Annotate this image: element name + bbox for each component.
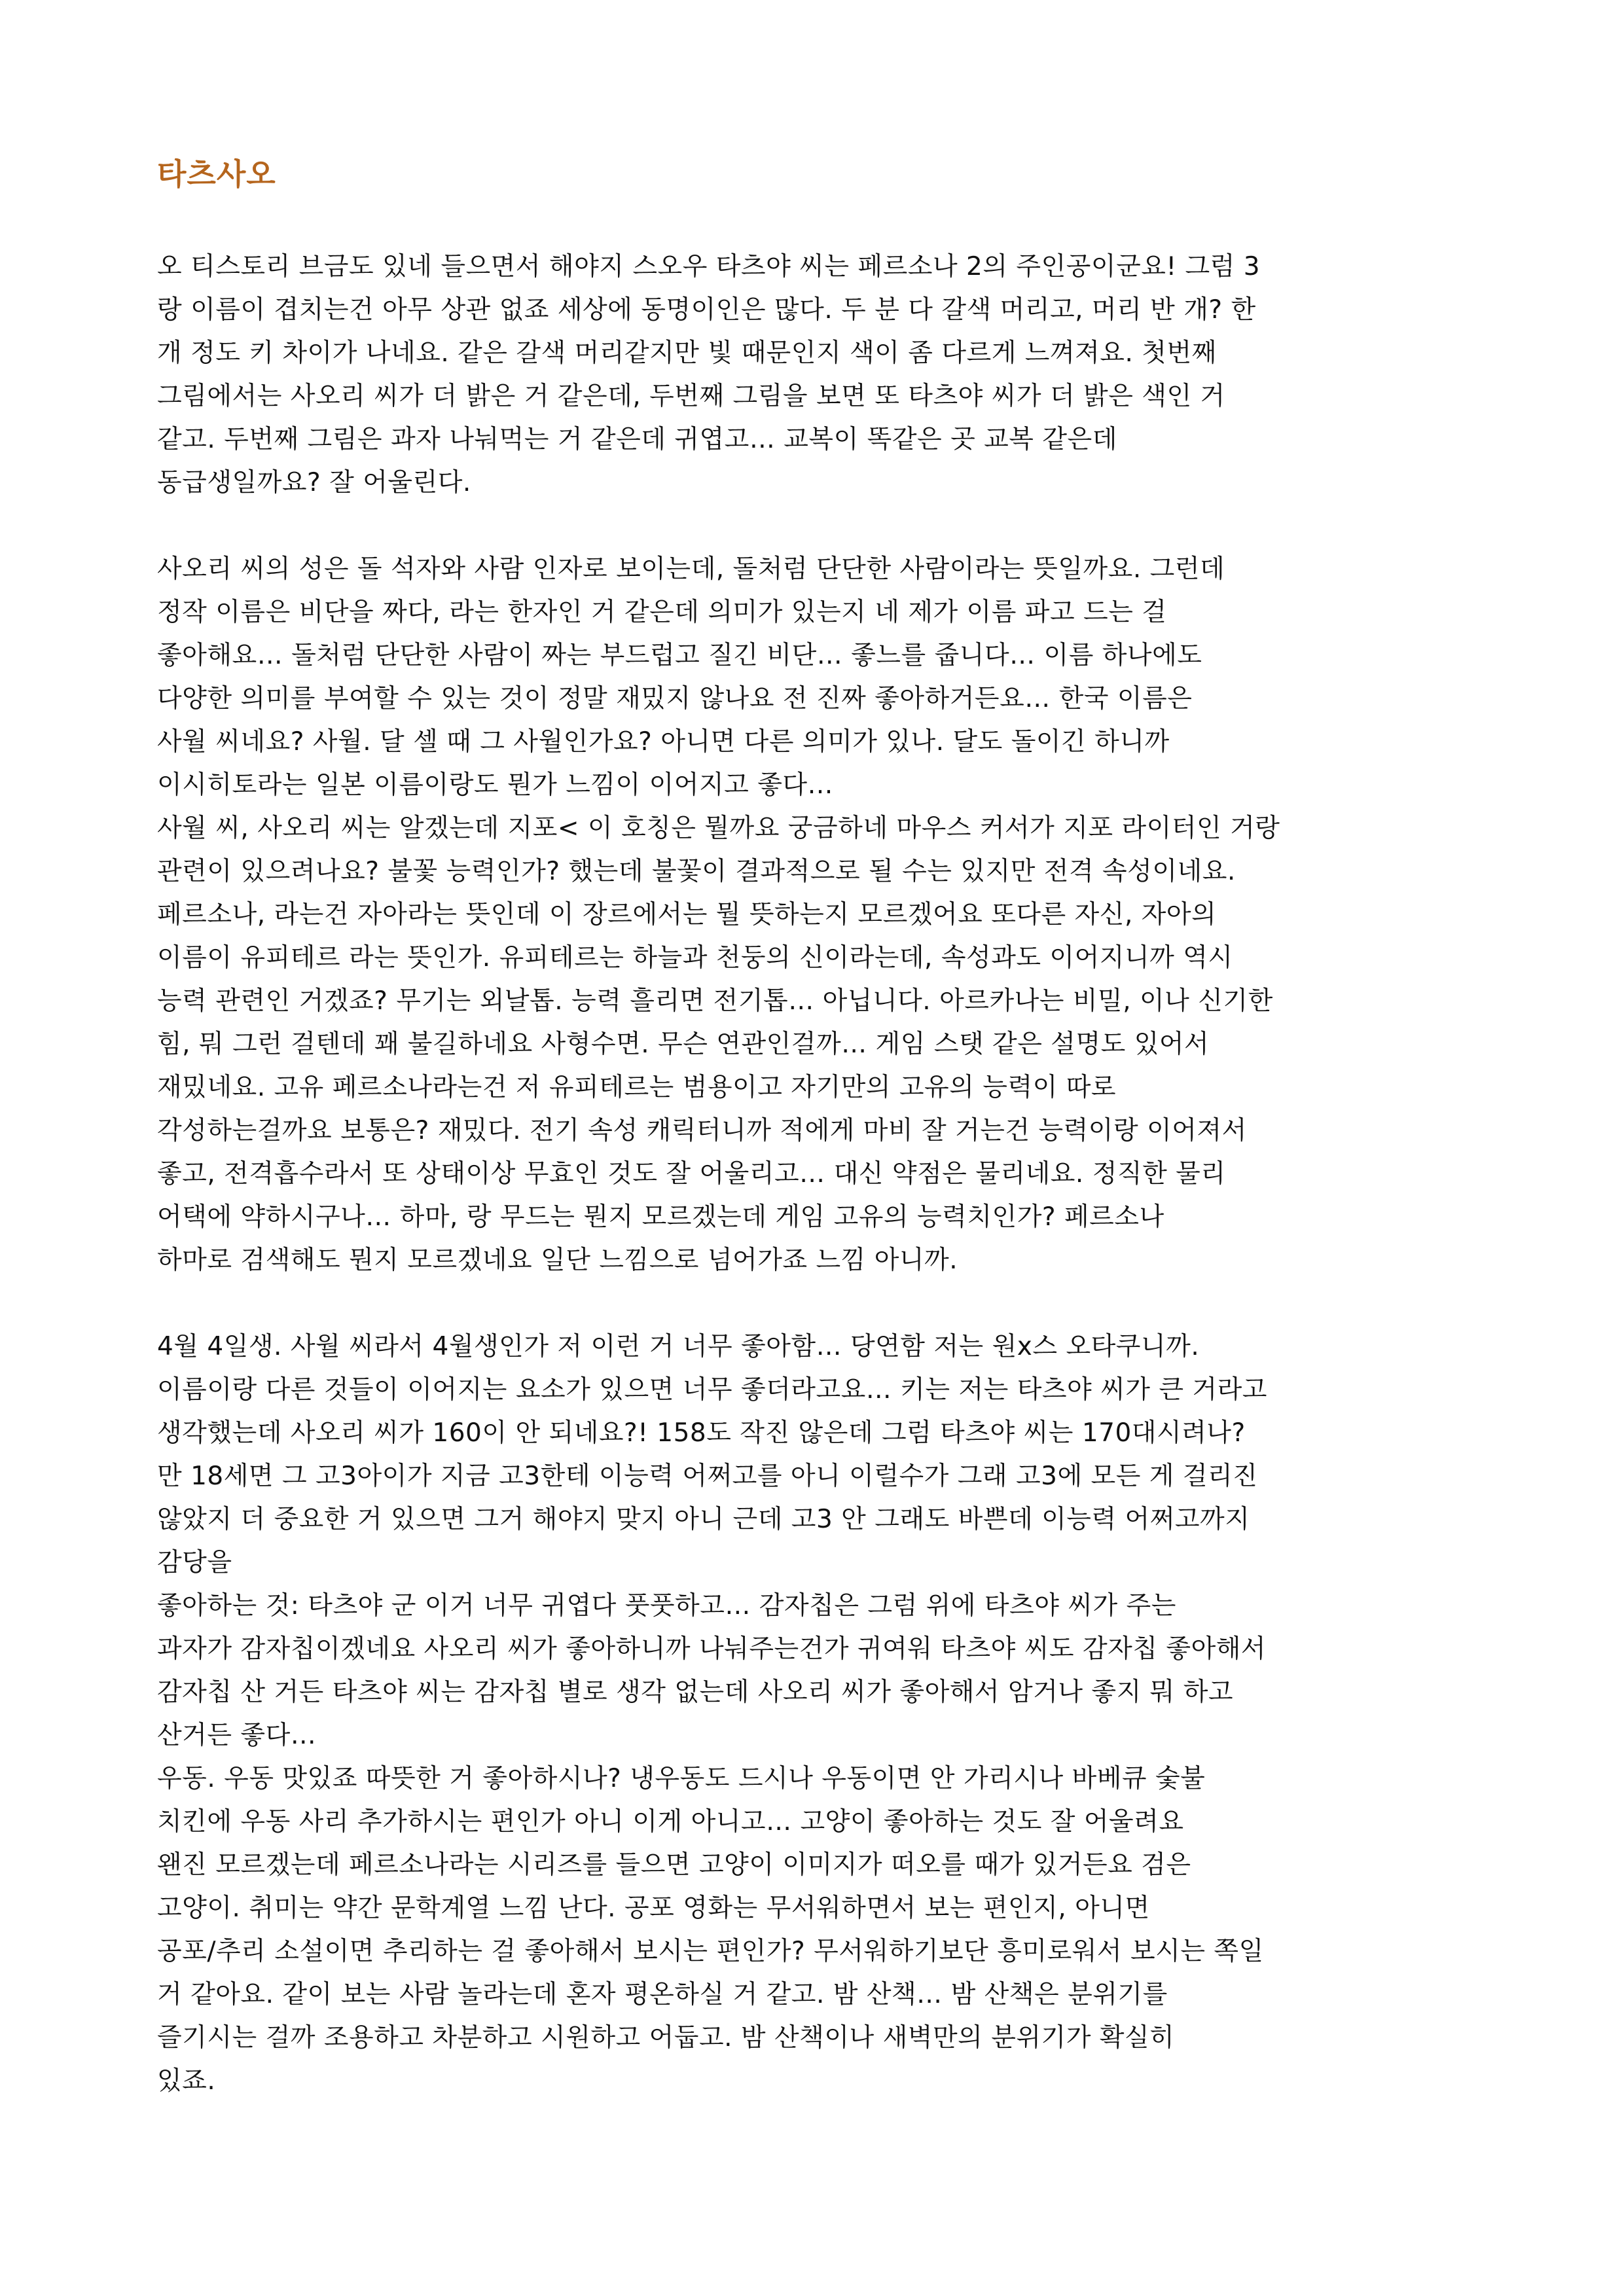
text-line: 하마로 검색해도 뭔지 모르겠네요 일단 느낌으로 넘어가죠 느낌 아니까. bbox=[157, 1246, 958, 1275]
text-line: 즐기시는 걸까 조용하고 차분하고 시원하고 어둡고. 밤 산책이나 새벽만의 분위기가 확실히 bbox=[157, 2023, 1175, 2053]
text-line: 그림에서는 사오리 씨가 더 밝은 거 같은데, 두번째 그림을 보면 또 타츠야 씨가 더 밝은 색인 거 bbox=[157, 382, 1225, 411]
document-body bbox=[157, 245, 1479, 2103]
text-line: 좋아하는 것: 타츠야 군 이거 너무 귀엽다 풋풋하고… 감자칩은 그럼 위에 타츠야 씨가 주는 bbox=[157, 1591, 1176, 1621]
text-line: 이름이 유피테르 라는 뜻인가. 유피테르는 하늘과 천둥의 신이라는데, 속성과도 이어지니까 역시 bbox=[157, 943, 1233, 973]
text-line: 좋고, 전격흡수라서 또 상태이상 무효인 것도 잘 어울리고… 대신 약점은 물리네요. 정직한 물리 bbox=[157, 1159, 1226, 1189]
text-line: 이시히토라는 일본 이름이랑도 뭔가 느낌이 이어지고 좋다… bbox=[157, 770, 834, 800]
text-line: 있죠. bbox=[157, 2066, 216, 2096]
text-line: 관련이 있으려나요? 불꽃 능력인가? 했는데 불꽃이 결과적으로 될 수는 있지만 전격 속성이네요. bbox=[157, 857, 1236, 886]
text-line: 만 18세면 그 고3아이가 지금 고3한테 이능력 어쩌고를 아니 이럴수가 그래 고3에 모든 게 걸리진 bbox=[157, 1462, 1258, 1491]
text-line: 재밌네요. 고유 페르소나라는건 저 유피테르는 범용이고 자기만의 고유의 능력이 따로 bbox=[157, 1073, 1117, 1102]
text-line: 개 정도 키 차이가 나네요. 같은 갈색 머리같지만 빛 때문인지 색이 좀 다르게 느껴져요. 첫번째 bbox=[157, 338, 1217, 368]
text-line: 이름이랑 다른 것들이 이어지는 요소가 있으면 너무 좋더라고요… 키는 저는 타츠야 씨가 큰 거라고 bbox=[157, 1375, 1267, 1405]
text-line: 힘, 뭐 그런 걸텐데 꽤 불길하네요 사형수면. 무슨 연관인걸까… 게임 스탯 같은 설명도 있어서 bbox=[157, 1030, 1210, 1059]
text-line: 감당을 bbox=[157, 1548, 232, 1577]
text-line: 각성하는걸까요 보통은? 재밌다. 전기 속성 캐릭터니까 적에게 마비 잘 거는건 능력이랑 이어져서 bbox=[157, 1116, 1247, 1145]
text-line: 같고. 두번째 그림은 과자 나눠먹는 거 같은데 귀엽고… 교복이 똑같은 곳 교복 같은데 bbox=[157, 425, 1117, 454]
text-line: 사월 씨네요? 사월. 달 셀 때 그 사월인가요? 아니면 다른 의미가 있나. 달도 돌이긴 하니까 bbox=[157, 727, 1170, 757]
text-line: 고양이. 취미는 약간 문학계열 느낌 난다. 공포 영화는 무서워하면서 보는 편인지, 아니면 bbox=[157, 1893, 1150, 1923]
text-line: 어택에 약하시구나… 하마, 랑 무드는 뭔지 모르겠는데 게임 고유의 능력치인가? 페르소나 bbox=[157, 1202, 1164, 1232]
text-line: 오 티스토리 브금도 있네 들으면서 해야지 스오우 타츠야 씨는 페르소나 2의 주인공이군요! 그럼 3 bbox=[157, 252, 1261, 281]
text-line: 거 같아요. 같이 보는 사람 놀라는데 혼자 평온하실 거 같고. 밤 산책… 밤 산책은 분위기를 bbox=[157, 1980, 1168, 2009]
document-page bbox=[157, 0, 1479, 2296]
paragraph bbox=[157, 548, 1479, 1282]
text-line: 정작 이름은 비단을 짜다, 라는 한자인 거 같은데 의미가 있는지 네 제가 이름 파고 드는 걸 bbox=[157, 598, 1167, 627]
text-line: 산거든 좋다… bbox=[157, 1721, 317, 1750]
text-line: 감자칩 산 거든 타츠야 씨는 감자칩 별로 생각 없는데 사오리 씨가 좋아해서 암거나 좋지 뭐 하고 bbox=[157, 1677, 1234, 1707]
text-line: 우동. 우동 맛있죠 따뜻한 거 좋아하시나? 냉우동도 드시나 우동이면 안 가리시나 바베큐 숯불 bbox=[157, 1764, 1206, 1793]
text-line: 사오리 씨의 성은 돌 석자와 사람 인자로 보이는데, 돌처럼 단단한 사람이라는 뜻일까요. 그런데 bbox=[157, 554, 1225, 584]
document-title: 타츠사오 bbox=[157, 156, 276, 192]
text-line: 과자가 감자칩이겠네요 사오리 씨가 좋아하니까 나눠주는건가 귀여워 타츠야 씨도 감자칩 좋아해서 bbox=[157, 1634, 1267, 1664]
text-line: 페르소나, 라는건 자아라는 뜻인데 이 장르에서는 뭘 뜻하는지 모르겠어요 또다른 자신, 자아의 bbox=[157, 900, 1217, 929]
text-line: 치킨에 우동 사리 추가하시는 편인가 아니 이게 아니고… 고양이 좋아하는 것도 잘 어울려요 bbox=[157, 1807, 1184, 1837]
text-line: 왠진 모르겠는데 페르소나라는 시리즈를 들으면 고양이 이미지가 떠오를 때가 있거든요 검은 bbox=[157, 1850, 1191, 1880]
text-line: 생각했는데 사오리 씨가 160이 안 되네요?! 158도 작진 않은데 그럼 타츠야 씨는 170대시려나? bbox=[157, 1418, 1246, 1448]
text-line: 않았지 더 중요한 거 있으면 그거 해야지 맞지 아니 근데 고3 안 그래도 바쁜데 이능력 어쩌고까지 bbox=[157, 1505, 1250, 1534]
text-line: 4월 4일생. 사월 씨라서 4월생인가 저 이런 거 너무 좋아함… 당연함 저는 원x스 오타쿠니까. bbox=[157, 1332, 1200, 1361]
text-line: 사월 씨, 사오리 씨는 알겠는데 지포< 이 호칭은 뭘까요 궁금하네 마우스 커서가 지포 라이터인 거랑 bbox=[157, 814, 1280, 843]
paragraph bbox=[157, 1325, 1479, 2103]
text-line: 공포/추리 소설이면 추리하는 걸 좋아해서 보시는 편인가? 무서워하기보단 흥미로워서 보시는 쪽일 bbox=[157, 1937, 1264, 1966]
text-line: 다양한 의미를 부여할 수 있는 것이 정말 재밌지 않나요 전 진짜 좋아하거든요… 한국 이름은 bbox=[157, 684, 1193, 713]
text-line: 능력 관련인 거겠죠? 무기는 외날톱. 능력 흘리면 전기톱… 아닙니다. 아르카나는 비밀, 이나 신기한 bbox=[157, 986, 1273, 1016]
text-line: 동급생일까요? 잘 어울린다. bbox=[157, 468, 471, 497]
text-line: 랑 이름이 겹치는건 아무 상관 없죠 세상에 동명이인은 많다. 두 분 다 갈색 머리고, 머리 반 개? 한 bbox=[157, 295, 1256, 325]
paragraph bbox=[157, 245, 1479, 505]
text-line: 좋아해요… 돌처럼 단단한 사람이 짜는 부드럽고 질긴 비단… 좋느를 줍니다… 이름 하나에도 bbox=[157, 641, 1202, 670]
